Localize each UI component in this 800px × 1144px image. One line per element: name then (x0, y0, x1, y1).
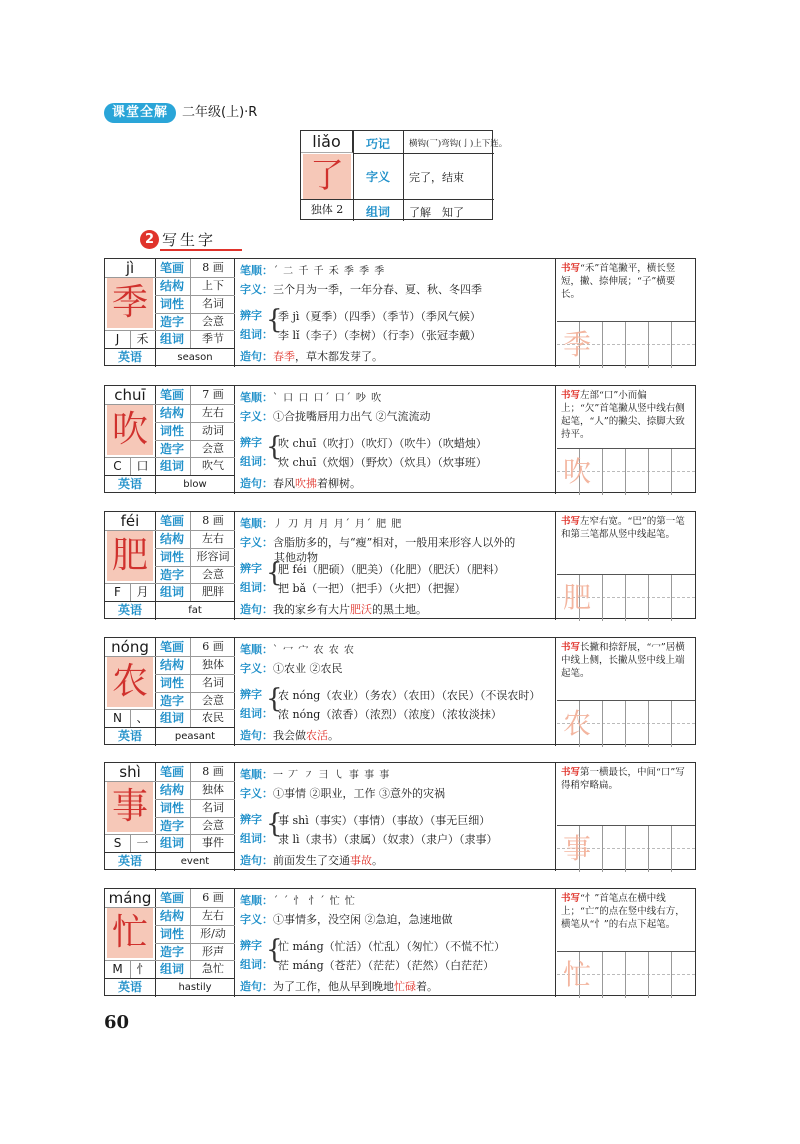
sentence-b: 的黑土地。 (372, 603, 427, 616)
shuxie-label: 书写 (561, 390, 581, 401)
cixing-label: 词性 (159, 297, 184, 311)
bianzi-line-2: 炊 chuī（炊烟）（野炊）（炊具）（炊事班） (278, 456, 487, 469)
card-character: 农 (107, 657, 153, 707)
card-character: 忙 (107, 908, 153, 958)
section-number: 2 (140, 230, 159, 249)
stroke-order: ˋ 口 口 口ˊ 口ˊ 吵 吹 (273, 393, 383, 404)
bihua-label: 笔画 (159, 891, 184, 905)
structure: 独体 (202, 658, 224, 671)
card-pinyin: jì (125, 259, 135, 277)
index-letter: M (112, 962, 123, 976)
bishun-label: 笔顺： (240, 643, 273, 656)
structure: 左右 (202, 406, 224, 419)
stroke-order: 丿 刀 月 月 月ˊ 月ˊ 肥 肥 (273, 519, 403, 530)
stroke-order: ˊ 二 千 千 禾 季 季 季 (273, 266, 386, 277)
sentence-b: 着。 (416, 980, 438, 993)
meaning: ①合拢嘴唇用力出气 ②气流流动 (273, 410, 431, 423)
writing-area (557, 638, 695, 746)
writing-note: 左窄右宽。“巴”的第一笔和第三笔都从竖中线起笔。 (561, 516, 685, 540)
writing-note: “忄”首笔点在横中线上；“亡”的点在竖中线右方，横笔从“忄”的右点下起笔。 (561, 893, 685, 930)
index-letter: N (113, 711, 122, 725)
char-card (104, 637, 696, 745)
sentence-a: 我会做 (273, 729, 306, 742)
bihua-label: 笔画 (159, 261, 184, 275)
header-grade: 二年级(上)·R (182, 105, 258, 120)
structure: 上下 (202, 279, 224, 292)
jiegou-label: 结构 (159, 406, 184, 420)
zuci2-label: 组词： (240, 958, 273, 971)
radical: 禾 (136, 332, 149, 346)
zaoju-label: 造句： (240, 729, 273, 742)
word: 肥胖 (202, 585, 224, 598)
card-pinyin: máng (108, 889, 152, 907)
card-details: 笔顺：ˊ 二 千 千 禾 季 季 季 字义：三个月为一季，一年分春、夏、秋、冬四季 辨字 组词： { 季 jì（夏季）（四季）（季节）（季风气候） 李 lǐ（李子）（李树）（行李）（张冠李戴） 造句：春季，草木都发芽了。 (236, 259, 556, 367)
cixing-label: 词性 (159, 550, 184, 564)
english-word: event (180, 856, 210, 867)
bianzi-line-1: 季 jì（夏季）（四季）（季节）（季风气候） (278, 310, 481, 323)
card-pinyin: nóng (111, 638, 149, 656)
card-info (105, 259, 235, 367)
meaning-cont: 其他动物 (274, 551, 318, 564)
zaoju-label: 造句： (240, 854, 273, 867)
ziyi-label: 字义： (240, 410, 273, 423)
radical: 、 (136, 711, 149, 725)
shuxie-label: 书写 (561, 767, 581, 778)
sentence-b: 。 (372, 854, 383, 867)
zaozi-label: 造字 (159, 315, 184, 329)
sentence-b: 着柳树。 (317, 477, 361, 490)
english-label: 英语 (117, 603, 142, 617)
zaoju-label: 造句： (240, 477, 273, 490)
zuci2-label: 组词： (240, 832, 273, 845)
char-card (104, 385, 696, 493)
index-letter: F (114, 585, 121, 599)
bishun-label: 笔顺： (240, 517, 273, 530)
radical: 口 (136, 459, 149, 473)
jiegou-label: 结构 (159, 279, 184, 293)
sentence-highlight: 农活 (306, 729, 328, 742)
bianzi-label: 辨字 (240, 309, 262, 322)
word: 季节 (202, 332, 224, 345)
english-label: 英语 (117, 477, 142, 491)
trace-character: 忙 (562, 958, 591, 991)
bishun-label: 笔顺： (240, 894, 273, 907)
practice-grid (557, 574, 695, 620)
sentence-a: 春风 (273, 477, 295, 490)
card-info (105, 512, 235, 620)
ziyi-text: 完了，结束 (409, 171, 464, 184)
bianzi-line-1: 肥 féi（肥硕）（肥美）（化肥）（肥沃）（肥料） (278, 563, 505, 576)
zuci-label: 组词 (159, 332, 184, 346)
english-label: 英语 (117, 729, 142, 743)
meaning: ①事情 ②职业，工作 ③意外的灾祸 (273, 787, 445, 800)
ziyi-label: 字义： (240, 787, 273, 800)
practice-grid (557, 448, 695, 494)
shuxie-label: 书写 (561, 516, 581, 527)
cixing-label: 词性 (159, 801, 184, 815)
zuci-label: 组词 (159, 962, 184, 976)
writing-area (557, 889, 695, 997)
page-number: 60 (104, 1012, 130, 1033)
bihua-label: 笔画 (159, 765, 184, 779)
stroke-order: ˊ ˊ 忄 忄ˊ 忙 忙 (273, 896, 356, 907)
bishun-label: 笔顺： (240, 768, 273, 781)
ziyi-label: 字义： (240, 913, 273, 926)
part-of-speech: 形容词 (196, 550, 230, 563)
word: 事件 (202, 836, 224, 849)
stroke-order: ˋ 冖 宀 农 农 农 (273, 645, 355, 656)
card-details: 笔顺：ˊ ˊ 忄 忄ˊ 忙 忙 字义：①事情多，没空闲 ②急迫，急速地做 辨字 组词： { 忙 máng（忙活）（忙乱）（匆忙）（不慌不忙） 茫 máng（苍茫）（茫茫）（茫然）（白茫茫） 造句：为了工作，他从早到晚地忙碌着。 (236, 889, 556, 997)
stroke-count: 8 画 (202, 514, 224, 527)
sentence-a: 我的家乡有大片 (273, 603, 350, 616)
word: 吹气 (202, 459, 224, 472)
bianzi-label: 辨字 (240, 562, 262, 575)
cixing-label: 词性 (159, 676, 184, 690)
stroke-count: 8 画 (202, 765, 224, 778)
section-text: 写生字 (162, 231, 217, 249)
bianzi-line-1: 事 shì（事实）（事情）（事故）（事无巨细） (278, 814, 491, 827)
jiegou-label: 结构 (159, 532, 184, 546)
char-card (104, 888, 696, 996)
zaozi-label: 造字 (159, 568, 184, 582)
zuci-label: 组词 (159, 585, 184, 599)
writing-area (557, 763, 695, 871)
ziyi-label: 字义 (365, 170, 390, 184)
bihua-label: 笔画 (159, 514, 184, 528)
zaoju-label: 造句： (240, 980, 273, 993)
zuci-label: 组词 (159, 459, 184, 473)
index-letter: C (113, 459, 122, 473)
stroke-count: 7 画 (202, 388, 224, 401)
bianzi-line-2: 浓 nóng（浓香）（浓烈）（浓度）（浓妆淡抹） (278, 708, 502, 721)
zaozi-label: 造字 (159, 694, 184, 708)
writing-note: 左部“口”小而偏上；“欠”首笔撇从竖中线右侧起笔，“人”的撇尖、捺脚大致持平。 (561, 390, 685, 440)
zaozi-label: 造字 (159, 442, 184, 456)
zuci-label: 组词 (159, 711, 184, 725)
zuci2-label: 组词： (240, 581, 273, 594)
zuci-label: 组词 (365, 205, 390, 219)
formation: 会意 (202, 442, 224, 455)
zuci2-label: 组词： (240, 328, 273, 341)
card-info (105, 763, 235, 871)
practice-grid (557, 951, 695, 997)
char-card (104, 258, 696, 366)
radical: 一 (136, 836, 149, 850)
shuxie-label: 书写 (561, 893, 581, 904)
writing-area (557, 386, 695, 494)
part-of-speech: 名词 (202, 297, 224, 310)
writing-note: “禾”首笔撇平，横长竖短，撇、捺伸展；“子”横要长。 (561, 263, 676, 300)
sentence-highlight: 春季 (273, 350, 295, 363)
duti: 独体 2 (310, 203, 344, 216)
formation: 会意 (202, 315, 224, 328)
formation: 会意 (202, 568, 224, 581)
ziyi-label: 字义： (240, 662, 273, 675)
card-character: 肥 (107, 531, 153, 581)
formation: 形声 (202, 945, 224, 958)
card-character: 事 (107, 782, 153, 832)
bishun-label: 笔顺： (240, 391, 273, 404)
structure: 左右 (202, 532, 224, 545)
practice-grid (557, 825, 695, 871)
zuci2-label: 组词： (240, 455, 273, 468)
zuci2-label: 组词： (240, 707, 273, 720)
card-character: 季 (107, 278, 153, 328)
bihua-label: 笔画 (159, 640, 184, 654)
card-details: 笔顺：丿 刀 月 月 月ˊ 月ˊ 肥 肥 字义：含脂肪多的，与“瘦”相对，一般用来形容人以外的 其他动物 辨字 组词： { 肥 féi（肥硕）（肥美）（化肥）（肥沃）（肥料） 把 bǎ（一把）（把手）（火把）（把握） 造句：我的家乡有大片肥沃的黑土地。 (236, 512, 556, 620)
jiegou-label: 结构 (159, 783, 184, 797)
header-badge: 课堂全解 (104, 103, 176, 123)
card-details: 笔顺：ˋ 口 口 口ˊ 口ˊ 吵 吹 字义：①合拢嘴唇用力出气 ②气流流动 辨字 组词： { 吹 chuī（吹打）（吹灯）（吹牛）（吹蜡烛） 炊 chuī（炊烟）（野炊）（炊具）（炊事班） 造句：春风吹拂着柳树。 (236, 386, 556, 494)
word: 农民 (202, 711, 224, 724)
qiaoji-label: 巧记 (365, 137, 390, 151)
bianzi-label: 辨字 (240, 939, 262, 952)
bianzi-line-2: 隶 lì（隶书）（隶属）（奴隶）（隶户）（隶事） (278, 833, 498, 846)
bianzi-line-2: 李 lǐ（李子）（李树）（行李）（张冠李戴） (278, 329, 482, 342)
trace-character: 吹 (562, 455, 591, 488)
meaning: ①农业 ②农民 (273, 662, 343, 675)
part-of-speech: 名词 (202, 801, 224, 814)
sentence-highlight: 肥沃 (350, 603, 372, 616)
sentence-highlight: 忙碌 (394, 980, 416, 993)
trace-character: 季 (562, 328, 591, 361)
card-pinyin: shì (119, 763, 141, 781)
card-details: 笔顺：ˋ 冖 宀 农 农 农 字义：①农业 ②农民 辨字 组词： { 农 nóng（农业）（务农）（农田）（农民）（不误农时） 浓 nóng（浓香）（浓烈）（浓度）（浓妆淡抹） 造句：我会做农活。 (236, 638, 556, 746)
structure: 独体 (202, 783, 224, 796)
zaoju-label: 造句： (240, 603, 273, 616)
practice-grid (557, 321, 695, 367)
writing-note: 长撇和捺舒展，“冖”居横中线上侧，长撇从竖中线上端起笔。 (561, 642, 685, 679)
trace-character: 农 (562, 707, 591, 740)
english-label: 英语 (117, 854, 142, 868)
formation: 会意 (202, 694, 224, 707)
top-character: 了 (303, 154, 351, 199)
qiaoji-text: 横钩(乛)弯钩(亅)上下连。 (409, 139, 508, 149)
english-word: fat (188, 605, 202, 616)
sentence-highlight: 吹拂 (295, 477, 317, 490)
bianzi-label: 辨字 (240, 813, 262, 826)
word: 急忙 (202, 962, 224, 975)
ziyi-label: 字义： (240, 536, 273, 549)
english-word: blow (183, 479, 207, 490)
card-pinyin: chuī (114, 386, 146, 404)
top-char-table (300, 130, 508, 220)
bianzi-line-1: 吹 chuī（吹打）（吹灯）（吹牛）（吹蜡烛） (278, 437, 487, 450)
card-info (105, 638, 235, 746)
bianzi-label: 辨字 (240, 436, 262, 449)
char-card (104, 762, 696, 870)
zuci-label: 组词 (159, 836, 184, 850)
cixing-label: 词性 (159, 927, 184, 941)
bianzi-line-2: 茫 máng（苍茫）（茫茫）（茫然）（白茫茫） (278, 959, 495, 972)
stroke-count: 6 画 (202, 891, 224, 904)
stroke-order: 一 丆 ㇇ 彐 ㇂ 事 事 事 (273, 770, 391, 781)
meaning: 三个月为一季，一年分春、夏、秋、冬四季 (273, 283, 482, 296)
sentence-a: 为了工作，他从早到晚地 (273, 980, 394, 993)
index-letter: S (113, 836, 122, 850)
card-character: 吹 (107, 405, 153, 455)
writing-note: 第一横最长，中间“口”写得稍窄略扁。 (561, 767, 685, 791)
zaozi-label: 造字 (159, 945, 184, 959)
index-letter: J (115, 332, 120, 346)
jiegou-label: 结构 (159, 909, 184, 923)
bianzi-line-1: 农 nóng（农业）（务农）（农田）（农民）（不误农时） (278, 689, 541, 702)
structure: 左右 (202, 909, 224, 922)
trace-character: 肥 (562, 581, 591, 614)
english-word: hastily (178, 982, 212, 993)
zuci-text: 了解 知了 (409, 206, 464, 219)
bianzi-label: 辨字 (240, 688, 262, 701)
zaozi-label: 造字 (159, 819, 184, 833)
zaoju-label: 造句： (240, 350, 273, 363)
stroke-count: 6 画 (202, 640, 224, 653)
bihua-label: 笔画 (159, 388, 184, 402)
bishun-label: 笔顺： (240, 264, 273, 277)
sentence-highlight: 事故 (350, 854, 372, 867)
practice-grid (557, 700, 695, 746)
radical: 月 (136, 585, 149, 599)
bianzi-line-2: 把 bǎ（一把）（把手）（火把）（把握） (278, 582, 466, 595)
stroke-count: 8 画 (202, 261, 224, 274)
english-word: peasant (174, 731, 216, 742)
writing-area (557, 512, 695, 620)
card-pinyin: féi (120, 512, 140, 530)
english-label: 英语 (117, 980, 142, 994)
meaning: ①事情多，没空闲 ②急迫，急速地做 (273, 913, 453, 926)
shuxie-label: 书写 (561, 263, 581, 274)
bianzi-line-1: 忙 máng（忙活）（忙乱）（匆忙）（不慌不忙） (278, 940, 506, 953)
top-pinyin: liǎo (301, 131, 353, 153)
trace-character: 事 (562, 832, 591, 865)
card-info (105, 386, 235, 494)
cixing-label: 词性 (159, 424, 184, 438)
shuxie-label: 书写 (561, 642, 581, 653)
ziyi-label: 字义： (240, 283, 273, 296)
part-of-speech: 名词 (202, 676, 224, 689)
formation: 会意 (202, 819, 224, 832)
card-details: 笔顺：一 丆 ㇇ 彐 ㇂ 事 事 事 字义：①事情 ②职业，工作 ③意外的灾祸 辨字 组词： { 事 shì（事实）（事情）（事故）（事无巨细） 隶 lì（隶书）（隶属）（奴隶）（隶户）（隶事） 造句：前面发生了交通事故。 (236, 763, 556, 871)
sentence-a: 前面发生了交通 (273, 854, 350, 867)
card-info (105, 889, 235, 997)
english-word: season (177, 352, 213, 363)
writing-area (557, 259, 695, 367)
sentence-b: 。 (328, 729, 339, 742)
jiegou-label: 结构 (159, 658, 184, 672)
sentence-b: ，草木都发芽了。 (295, 350, 383, 363)
radical: 忄 (136, 962, 149, 976)
char-card (104, 511, 696, 619)
part-of-speech: 形/动 (200, 927, 226, 940)
english-label: 英语 (117, 350, 142, 364)
part-of-speech: 动词 (202, 424, 224, 437)
meaning: 含脂肪多的，与“瘦”相对，一般用来形容人以外的 (273, 536, 516, 549)
